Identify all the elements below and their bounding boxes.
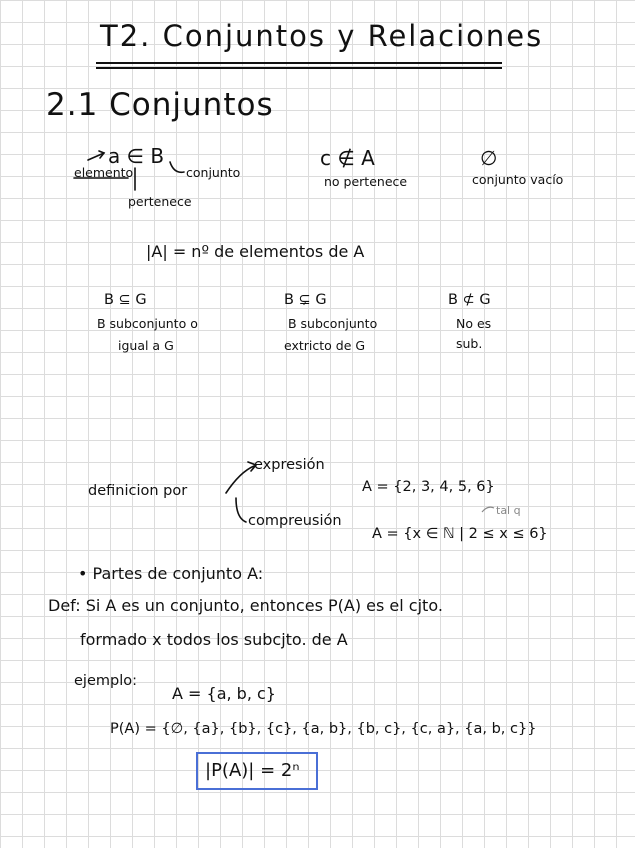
power-set-cardinality: |P(A)| = 2ⁿ [205,760,300,781]
not-subset-description: No es [456,316,492,331]
empty-set-label: conjunto vacío [472,172,564,187]
label-element: elemento [74,165,134,180]
arrow-to-conjunto [170,162,184,172]
arrow-to-comprehension [236,498,246,522]
definition-by-extension: expresión [254,457,325,473]
comprehension-example: A = {x ∈ ℕ | 2 ≤ x ≤ 6} [372,526,548,542]
subset-description: igual a G [118,338,174,353]
proper-subset-symbol: B ⊊ G [284,292,327,308]
power-set-definition: Def: Si A es un conjunto, entonces P(A) es el cjto. [48,596,443,615]
definition-label: definicion por [88,483,188,499]
not-member-label: no pertenece [324,174,408,189]
example-label: ejemplo: [74,673,137,689]
cardinality-definition: |A| = nº de elementos de A [146,242,365,261]
membership-expression: a ∈ B [108,144,165,168]
power-set-definition: formado x todos los subcjto. de A [80,630,348,649]
empty-set-symbol: ∅ [480,146,498,170]
tal-que-stroke [482,507,494,512]
not-subset-description: sub. [456,336,483,351]
subset-symbol: B ⊆ G [104,292,147,308]
label-conjunto: conjunto [186,165,241,180]
power-set-heading: • Partes de conjunto A: [78,564,264,583]
proper-subset-description: B subconjunto [288,316,378,331]
definition-by-comprehension: compreusión [248,513,342,529]
extension-example: A = {2, 3, 4, 5, 6} [362,479,495,495]
arrow-to-extension [226,466,254,493]
page-title: T2. Conjuntos y Relaciones [100,19,544,53]
subset-description: B subconjunto o [97,316,198,331]
example-set: A = {a, b, c} [172,684,276,703]
section-heading: 2.1 Conjuntos [46,87,274,123]
tal-que-note: tal q [496,504,521,517]
example-power-set: P(A) = {∅, {a}, {b}, {c}, {a, b}, {b, c}, {c, a}, {a, b, c}} [110,721,537,737]
not-subset-symbol: B ⊄ G [448,292,491,308]
proper-subset-description: extricto de G [284,338,366,353]
not-member-expression: c ∉ A [320,146,375,170]
label-pertenece: pertenece [128,194,192,209]
